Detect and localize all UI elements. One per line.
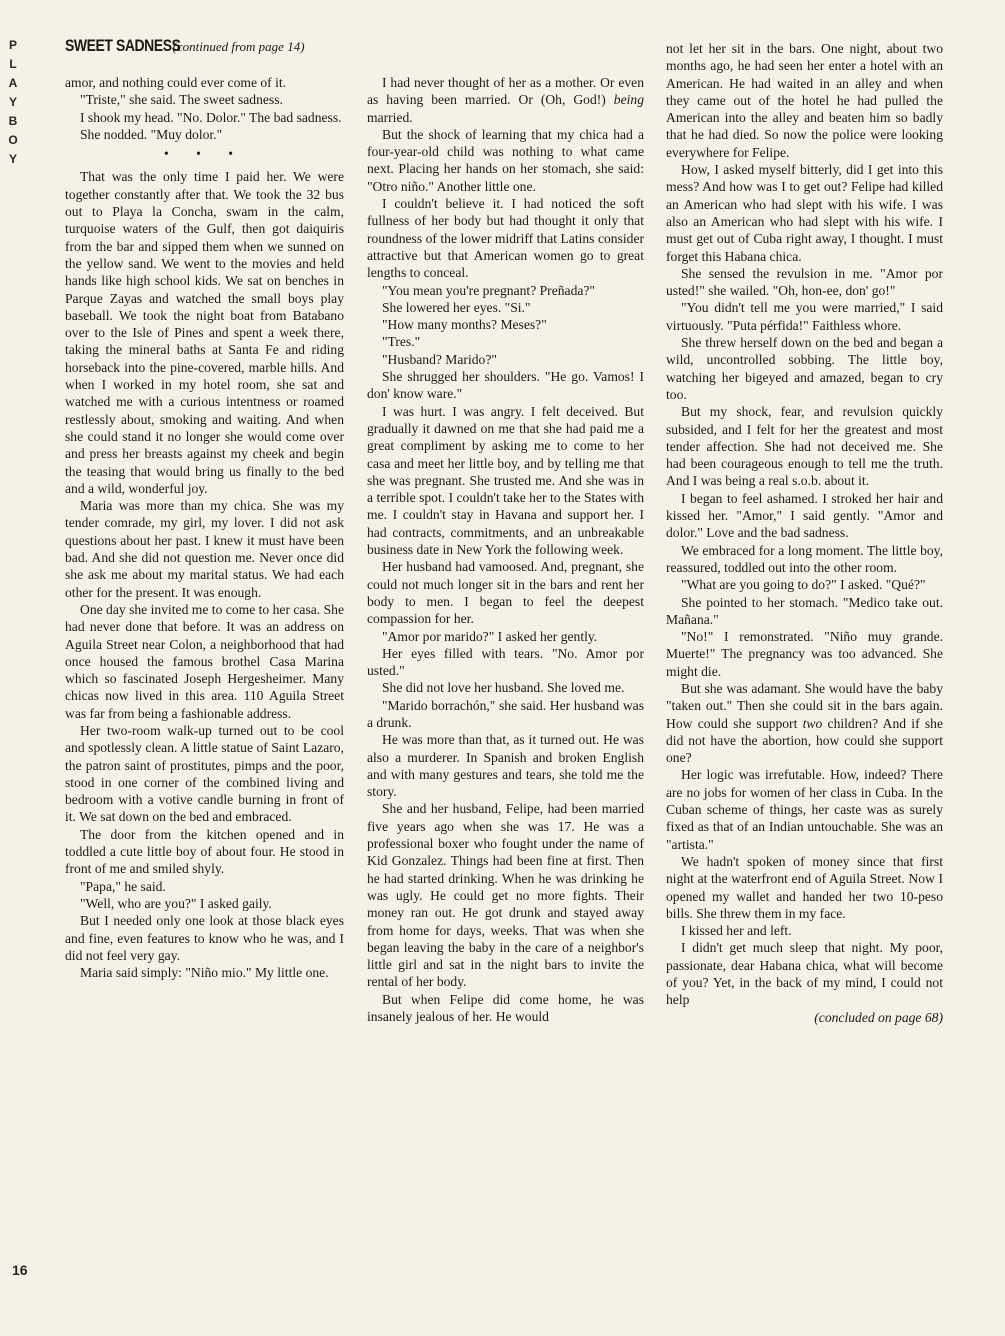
paragraph: I couldn't believe it. I had noticed the soft fullness of her body but had thought it only that roundness of the lower midriff that Latins consider attractive but that American women go to great lengths to conceal. — [367, 196, 644, 281]
paragraph: "You didn't tell me you were married," I said virtuously. "Puta pérfida!" Faithless whore. — [666, 300, 943, 333]
paragraph: He was more than that, as it turned out. He was also a murderer. In Spanish and broken English and with many gestures and tears, she told me the story. — [367, 732, 644, 800]
paragraph: She did not love her husband. She loved me. — [382, 680, 625, 696]
paragraph: I didn't get much sleep that night. My poor, passionate, dear Habana chica, what will become of you? Yet, in the back of my mind, I could not help — [666, 940, 943, 1008]
paragraph: She sensed the revulsion in me. "Amor por usted!" she wailed. "Oh, hon-ee, don' go!" — [666, 265, 943, 299]
paragraph: "How many months? Meses?" — [382, 317, 547, 333]
text-column-3 — [666, 40, 943, 1026]
paragraph: I was hurt. I was angry. I felt deceived. But gradually it dawned on me that she had paid me a great compliment by asking me to come to her casa and meet her little boy, and by telling me that she was pregnant. She trusted me. And she was in a terrible spot. I couldn't take her to the States with me. I couldn't stay in Havana and support her. I had contracts, commitments, and an unbreakable business date in New York the following week. — [367, 403, 644, 558]
paragraph: I had never thought of her as a mother. Or even as having been married. Or (Oh, God!) being married. — [367, 75, 644, 125]
paragraph: The door from the kitchen opened and in toddled a cute little boy of about four. He stood in front of me and smiled shyly. — [65, 826, 344, 877]
paragraph: She threw herself down on the bed and began a wild, uncontrolled sobbing. The little boy, watching her bigeyed and amazed, began to cry too. — [666, 335, 943, 402]
paragraph: "Husband? Marido?" — [382, 351, 497, 367]
section-separator: • • • — [163, 146, 246, 162]
paragraph: "Triste," she said. The sweet sadness. — [80, 92, 283, 108]
paragraph: How, I asked myself bitterly, did I get into this mess? And how was I to get out? Felipe had killed an American who had slept with his wife. I was also an American who had slept with his wife. I must get out of Cuba right away, I thought. I must forget this Habana chica. — [666, 162, 943, 264]
paragraph: But she was adamant. She would have the baby "taken out." Then she could sit in the bars again. How could she support two children? And if she did not have the abortion, how could she support one? — [666, 680, 943, 766]
brand-letter: Y — [8, 152, 17, 166]
paragraph: She and her husband, Felipe, had been married five years ago when she was 17. He was a professional boxer who fought under the name of Kid Gonzalez. Things had been fine at first. Then he had started drinking. When he was drinking he was ugly. He could get no more fights. Their money ran out. He got drunk and stayed away from home for days, weeks. That was when she began leaving the baby in the care of a neighbor's little girl and sat in the night bars to invite the rental of her body. — [367, 801, 644, 990]
paragraph: She nodded. "Muy dolor." — [80, 126, 223, 142]
paragraph: "Amor por marido?" I asked her gently. — [382, 628, 598, 644]
page-number: 16 — [12, 1262, 28, 1278]
paragraph: She pointed to her stomach. "Medico take out. Mañana." — [666, 594, 943, 627]
paragraph: Her logic was irrefutable. How, indeed? There are no jobs for women of her class in Cuba. In the Cuban scheme of things, her caste was as surely fixed as that of an Indian untouchable. She was an "artista." — [666, 767, 943, 852]
paragraph: Maria said simply: "Niño mio." My little one. — [80, 965, 329, 981]
paragraph: I shook my head. "No. Dolor." The bad sadness. — [80, 109, 342, 125]
paragraph: I began to feel ashamed. I stroked her hair and kissed her. "Amor," I said gently. "Amor and dolor." Love and the bad sadness. — [666, 490, 943, 541]
paragraph: We embraced for a long moment. The little boy, reassured, toddled out into the other room. — [666, 542, 943, 575]
paragraph: She shrugged her shoulders. "He go. Vamos! I don' know ware." — [367, 369, 644, 402]
paragraph: amor, and nothing could ever come of it. — [65, 75, 287, 90]
paragraph: Her husband had vamoosed. And, pregnant, she could not much longer sit in the bars and rent her body to men. I began to feel the deepest compassion for her. — [367, 559, 644, 627]
paragraph: Her eyes filled with tears. "No. Amor por usted." — [367, 645, 644, 679]
brand-letter: B — [8, 114, 18, 128]
article-title: SWEET SADNESS — [65, 36, 181, 55]
brand-letter: A — [8, 76, 18, 90]
paragraph: Her two-room walk-up turned out to be cool and spotlessly clean. A little statue of Saint Lazaro, the patron saint of prostitutes, pimps and the poor, stood in one corner of the combined living and bedroom with a votive candle burning in front of it. We sat down on the bed and embraced. — [65, 722, 344, 825]
paragraph: She lowered her eyes. "Si." — [382, 299, 531, 315]
paragraph: "Marido borrachón," she said. Her husband was a drunk. — [367, 697, 644, 730]
brand-letter: O — [8, 133, 18, 147]
brand-letter: Y — [8, 95, 17, 109]
paragraph: But I needed only one look at those black eyes and fine, even features to know who he was, and I did not feel very gay. — [65, 913, 344, 963]
paragraph: That was the only time I paid her. We were together constantly after that. We took the 32 bus out to Playa la Concha, swam in the calm, turquoise waters of the Gulf, then got daiquiris from the bar and sipped them when we sunned on the yellow sand. We went to the movies and held hands like high school kids. We sat on benches in Parque Zayas and watched the small boys play baseball. We took the night boat from Batabano over to the Isle of Pines and spent a week there, taking the mineral baths at Santa Fe and riding horseback into the pine-covered, marble hills. And when I worked in my hotel room, she sat and watched me with a curious intentness or roamed restlessly about, smoking and waiting. And when she could stand it no longer she would come over and press her breasts against my cheek and begin the teasing that would bring us finally to the bed and a wild, wonderful joy. — [65, 169, 344, 496]
text-column-1 — [65, 74, 344, 981]
paragraph: "What are you going to do?" I asked. "Qué?" — [681, 577, 926, 593]
paragraph: We hadn't spoken of money since that first night at the waterfront end of Aguila Street. Now I opened my wallet and handed her two 10-peso bills. She threw them in my face. — [666, 853, 943, 921]
paragraph: But the shock of learning that my chica had a four-year-old child was nothing to what came next. Placing her hands on her stomach, she said: "Otro niño." Another little one. — [367, 126, 644, 194]
paragraph: "Papa," he said. — [80, 878, 166, 894]
paragraph: But when Felipe did come home, he was insanely jealous of her. He would — [367, 991, 644, 1025]
paragraph: I kissed her and left. — [681, 923, 792, 939]
paragraph: "Tres." — [382, 334, 421, 350]
paragraph: But my shock, fear, and revulsion quickly subsided, and I felt for her the greatest and most tender affection. She had not deceived me. She had been courageous enough to tell me the truth. And I was being a real s.o.b. about it. — [666, 404, 943, 489]
concluded-note: (concluded on page 68) — [814, 1009, 943, 1025]
paragraph: "You mean you're pregnant? Preñada?" — [382, 282, 595, 298]
brand-letter: L — [9, 57, 17, 71]
text-column-2 — [367, 74, 644, 1025]
article-header — [65, 36, 365, 56]
magazine-side-brand — [4, 36, 22, 169]
brand-letter: P — [8, 38, 17, 52]
paragraph: not let her sit in the bars. One night, about two months ago, he had seen her enter a hotel with an American. He had waited in an alley and when they came out of the hotel he had pulled the American into the alley and beaten him so badly that he had died. So now the police were looking everywhere for Felipe. — [666, 41, 943, 160]
paragraph: "No!" I remonstrated. "Niño muy grande. Muerte!" The pregnancy was too advanced. She might die. — [666, 629, 943, 679]
continued-note: (continued from page 14) — [172, 39, 305, 54]
paragraph: "Well, who are you?" I asked gaily. — [80, 895, 272, 911]
paragraph: One day she invited me to come to her casa. She had never done that before. It was an address on Aguila Street near Colon, a neighborhood that had once housed the famous brothel Casa Marina which so fascinated Joseph Hergesheimer. Many chicas now lived in this area. 110 Aguila Street was far from being a fashionable address. — [65, 601, 344, 721]
paragraph: Maria was more than my chica. She was my tender comrade, my girl, my lover. I did not ask questions about her past. I knew it must have been bad. And she did not question me. Never once did she ask me about my marital status. We had each other for the present. It was enough. — [65, 498, 344, 600]
